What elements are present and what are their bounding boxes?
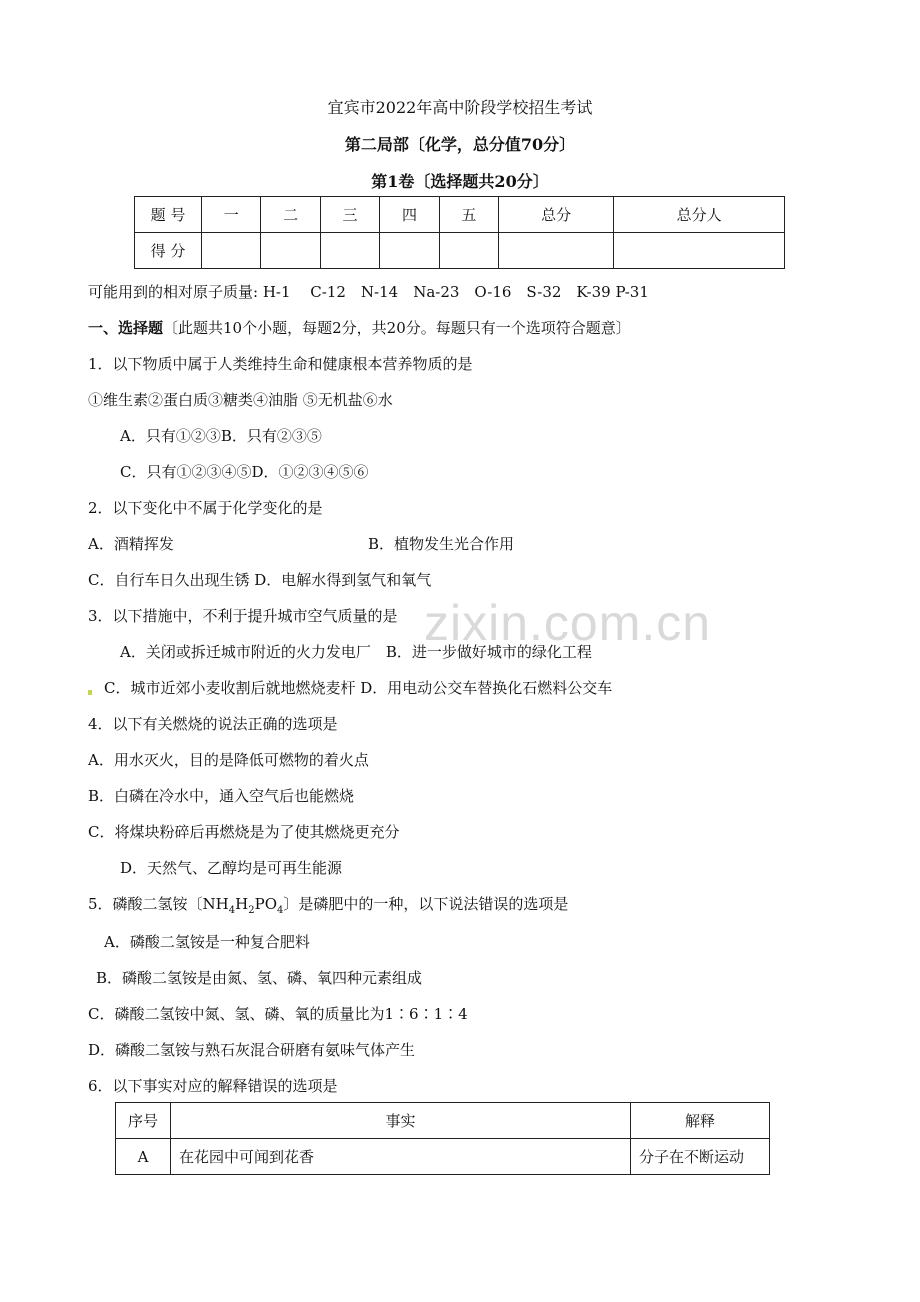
q6-table-header	[116, 1103, 770, 1139]
score-value-row	[135, 233, 785, 269]
q1-stem: 1．以下物质中属于人类维持生命和健康根本营养物质的是	[88, 355, 473, 373]
q4-option-c: C．将煤块粉碎后再燃烧是为了使其燃烧更充分	[88, 823, 400, 841]
volume-title: 第1卷〔选择题共20分〕	[371, 172, 549, 191]
q4-option-a: A．用水灭火，目的是降低可燃物的着火点	[88, 751, 369, 769]
score-input-cell[interactable]	[614, 233, 785, 269]
q6-header-cell: 序号	[116, 1103, 171, 1139]
score-input-cell[interactable]	[202, 233, 261, 269]
q5-option-a: A．磷酸二氢铵是一种复合肥料	[104, 933, 310, 951]
watermark: zixin.com.cn	[424, 595, 712, 651]
q5-subscript: 2	[248, 905, 255, 916]
score-cell: 总分	[499, 197, 614, 233]
q5-stem-text: 〕是磷肥中的一种，以下说法错误的选项是	[283, 895, 569, 913]
exam-title: 宜宾市2022年高中阶段学校招生考试	[327, 98, 593, 117]
q3-stem: 3．以下措施中，不利于提升城市空气质量的是	[88, 607, 398, 625]
score-input-cell[interactable]	[320, 233, 379, 269]
score-input-cell[interactable]	[439, 233, 498, 269]
score-cell: 题 号	[135, 197, 202, 233]
table-row	[116, 1139, 770, 1175]
score-cell: 三	[320, 197, 379, 233]
q2-option-b: B．植物发生光合作用	[368, 535, 515, 553]
q1-options-cd: C．只有①②③④⑤D．①②③④⑤⑥	[120, 463, 369, 481]
q6-cell: 在花园中可闻到花香	[171, 1139, 631, 1175]
score-cell: 二	[261, 197, 320, 233]
score-input-cell[interactable]	[261, 233, 320, 269]
atomic-masses: 可能用到的相对原子质量: H-1 C-12 N-14 Na-23 O-16 S-32 K-39 P-31	[88, 283, 649, 301]
score-cell: 总分人	[614, 197, 785, 233]
q2-stem: 2．以下变化中不属于化学变化的是	[88, 499, 323, 517]
q6-stem: 6．以下事实对应的解释错误的选项是	[88, 1077, 338, 1095]
q5-option-c: C．磷酸二氢铵中氮、氢、磷、氧的质量比为1∶6∶1∶4	[88, 1005, 468, 1023]
q2-option-a: A．酒精挥发	[88, 535, 174, 553]
q4-stem: 4．以下有关燃烧的说法正确的选项是	[88, 715, 338, 733]
section-description: 〔此题共10个小题，每题2分，共20分。每题只有一个选项符合题意〕	[163, 319, 631, 337]
score-input-cell[interactable]	[499, 233, 614, 269]
q5-option-d: D．磷酸二氢铵与熟石灰混合研磨有氨味气体产生	[88, 1041, 416, 1059]
q6-header-cell: 事实	[171, 1103, 631, 1139]
q6-table	[115, 1102, 770, 1175]
margin-marker	[88, 690, 92, 695]
score-table	[134, 196, 785, 269]
q4-option-b: B．白磷在冷水中，通入空气后也能燃烧	[88, 787, 355, 805]
q3-options-cd: C．城市近郊小麦收割后就地燃烧麦杆 D．用电动公交车替换化石燃料公交车	[104, 679, 613, 697]
q5-stem	[88, 893, 568, 916]
q1-items: ①维生素②蛋白质③糖类④油脂 ⑤无机盐⑥水	[88, 391, 393, 409]
score-input-cell[interactable]	[380, 233, 439, 269]
q6-cell: A	[116, 1139, 171, 1175]
section-title: 一、选择题	[88, 319, 164, 337]
q2-options-ab-row	[88, 533, 688, 554]
q5-stem-text: PO	[254, 895, 277, 913]
score-cell: 五	[439, 197, 498, 233]
exam-subtitle: 第二局部〔化学，总分值70分〕	[344, 135, 576, 154]
q4-option-d: D．天然气、乙醇均是可再生能源	[120, 859, 343, 877]
score-header-row	[135, 197, 785, 233]
q5-subscript: 4	[277, 905, 284, 916]
q5-option-b: B．磷酸二氢铵是由氮、氢、磷、氧四种元素组成	[96, 969, 423, 987]
q5-subscript: 4	[228, 905, 236, 916]
q3-options-ab: A．关闭或拆迁城市附近的火力发电厂 B．进一步做好城市的绿化工程	[120, 643, 592, 661]
score-cell: 一	[202, 197, 261, 233]
q6-header-cell: 解释	[631, 1103, 770, 1139]
section-heading	[88, 317, 631, 338]
q5-stem-text: H	[235, 895, 249, 913]
score-cell: 四	[380, 197, 439, 233]
score-row-label: 得 分	[135, 233, 202, 269]
q6-cell: 分子在不断运动	[631, 1139, 770, 1175]
q5-stem-text: 5．磷酸二氢铵〔NH	[88, 895, 229, 913]
q2-options-cd: C．自行车日久出现生锈 D．电解水得到氢气和氧气	[88, 571, 432, 589]
q1-options-ab: A．只有①②③B．只有②③⑤	[120, 427, 322, 445]
